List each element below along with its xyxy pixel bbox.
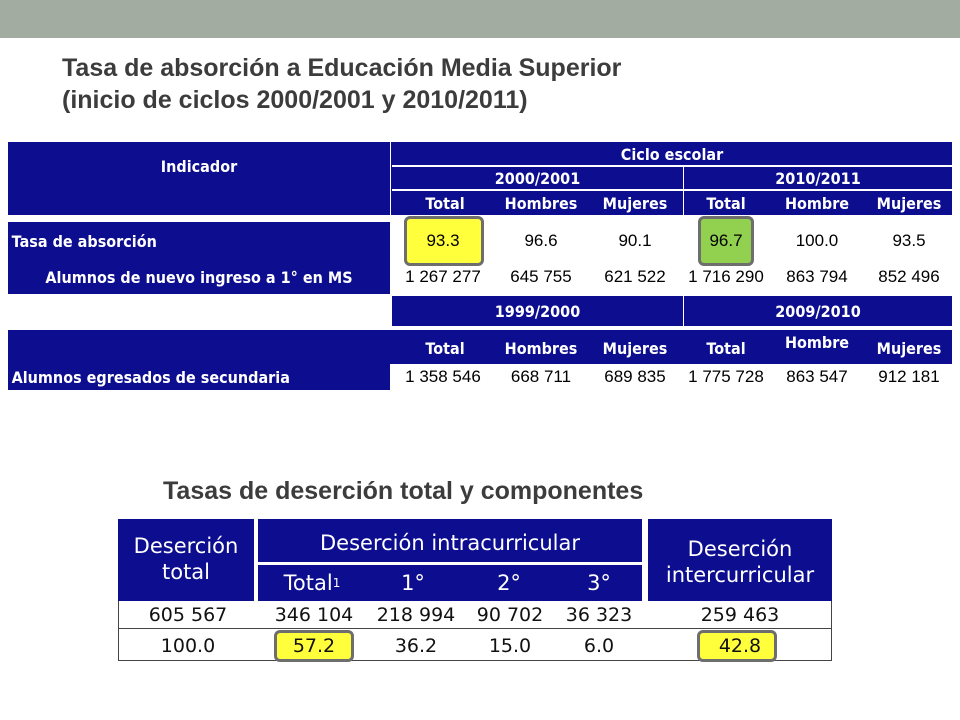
period-vsep-2 xyxy=(683,296,684,326)
h-desercion-intra: Deserción intracurricular xyxy=(320,531,580,555)
cell-value: 605 567 xyxy=(148,604,228,626)
row-sep xyxy=(118,628,832,629)
cell-value: 645 755 xyxy=(510,267,572,286)
col-header: Total xyxy=(425,338,465,358)
sub-total-text: Total xyxy=(283,571,333,595)
h-desercion-inter xyxy=(648,530,832,594)
cell-value: 36 323 xyxy=(565,604,633,626)
header-vsep xyxy=(390,142,391,215)
h-total-line2: total xyxy=(161,560,211,584)
cell-value: 1 716 290 xyxy=(688,267,764,286)
col-header: Hombres xyxy=(504,193,578,213)
row-label-absorcion: Tasa de absorción xyxy=(11,231,157,251)
cell-value: 100.0 xyxy=(160,635,216,657)
col-header: Hombre xyxy=(784,332,850,352)
header-period-b: 2010/2011 xyxy=(775,168,861,188)
col-header: Total xyxy=(706,193,746,213)
cell-value: 90.1 xyxy=(618,231,652,250)
header-indicador: Indicador xyxy=(160,156,238,176)
cell-value: 100.0 xyxy=(795,231,839,250)
h-desercion-total xyxy=(118,527,254,591)
cell-value: 90 702 xyxy=(476,604,544,626)
header-ciclo-escolar: Ciclo escolar xyxy=(620,144,724,164)
title-line-1: Tasa de absorción a Educación Media Superior xyxy=(62,54,622,82)
cell-value: 6.0 xyxy=(583,635,615,657)
sub-2: 2° xyxy=(497,571,521,595)
cell-value: 93.5 xyxy=(892,231,926,250)
cell-value: 259 463 xyxy=(700,604,780,626)
sub-3: 3° xyxy=(587,571,611,595)
cell-value: 96.7 xyxy=(709,231,743,250)
cell-value: 852 496 xyxy=(878,267,940,286)
col-header: Mujeres xyxy=(876,193,942,213)
row-label-nuevo-ingreso: Alumnos de nuevo ingreso a 1° en MS xyxy=(45,267,353,287)
cell-value: 1 267 277 xyxy=(405,267,481,286)
cell-value: 1 358 546 xyxy=(405,367,481,386)
sub-total-superscript: 1 xyxy=(332,576,341,590)
h-inter-line2: intercurricular xyxy=(665,563,815,587)
cell-value: 218 994 xyxy=(376,604,456,626)
cell-value: 863 794 xyxy=(786,267,848,286)
top-bar xyxy=(0,0,960,38)
cell-value: 15.0 xyxy=(488,635,532,657)
cell-value: 912 181 xyxy=(878,367,940,386)
cell-value: 346 104 xyxy=(274,604,354,626)
sub-1: 1° xyxy=(401,571,425,595)
header-period-c: 1999/2000 xyxy=(494,301,581,321)
cell-value: 57.2 xyxy=(292,635,336,657)
col-header: Mujeres xyxy=(602,193,668,213)
cell-value: 93.3 xyxy=(426,231,460,250)
subtitle: Tasas de deserción total y componentes xyxy=(163,477,644,505)
col-header: Mujeres xyxy=(876,338,942,358)
cell-value: 36.2 xyxy=(394,635,438,657)
header-period-d: 2009/2010 xyxy=(775,301,861,321)
h-total-line1: Deserción xyxy=(133,534,239,558)
sub-total xyxy=(262,568,362,598)
slide-title xyxy=(62,52,922,116)
col-header: Hombres xyxy=(504,338,578,358)
cell-value: 1 775 728 xyxy=(688,367,764,386)
period-vsep xyxy=(683,167,684,215)
title-line-2: (inicio de ciclos 2000/2001 y 2010/2011) xyxy=(62,86,528,114)
h-inter-line1: Deserción xyxy=(687,537,793,561)
intra-underline xyxy=(258,562,642,565)
col-header: Hombre xyxy=(784,193,850,213)
cell-value: 621 522 xyxy=(604,267,666,286)
cell-value: 668 711 xyxy=(510,367,572,386)
cell-value: 96.6 xyxy=(524,231,558,250)
col-header: Total xyxy=(706,338,746,358)
cell-value: 689 835 xyxy=(604,367,666,386)
row-label-egresados: Alumnos egresados de secundaria xyxy=(11,367,290,387)
cell-value: 863 547 xyxy=(786,367,848,386)
col-header: Total xyxy=(425,193,465,213)
cell-value: 42.8 xyxy=(718,635,762,657)
col-header: Mujeres xyxy=(602,338,668,358)
header-period-a: 2000/2001 xyxy=(494,168,581,188)
